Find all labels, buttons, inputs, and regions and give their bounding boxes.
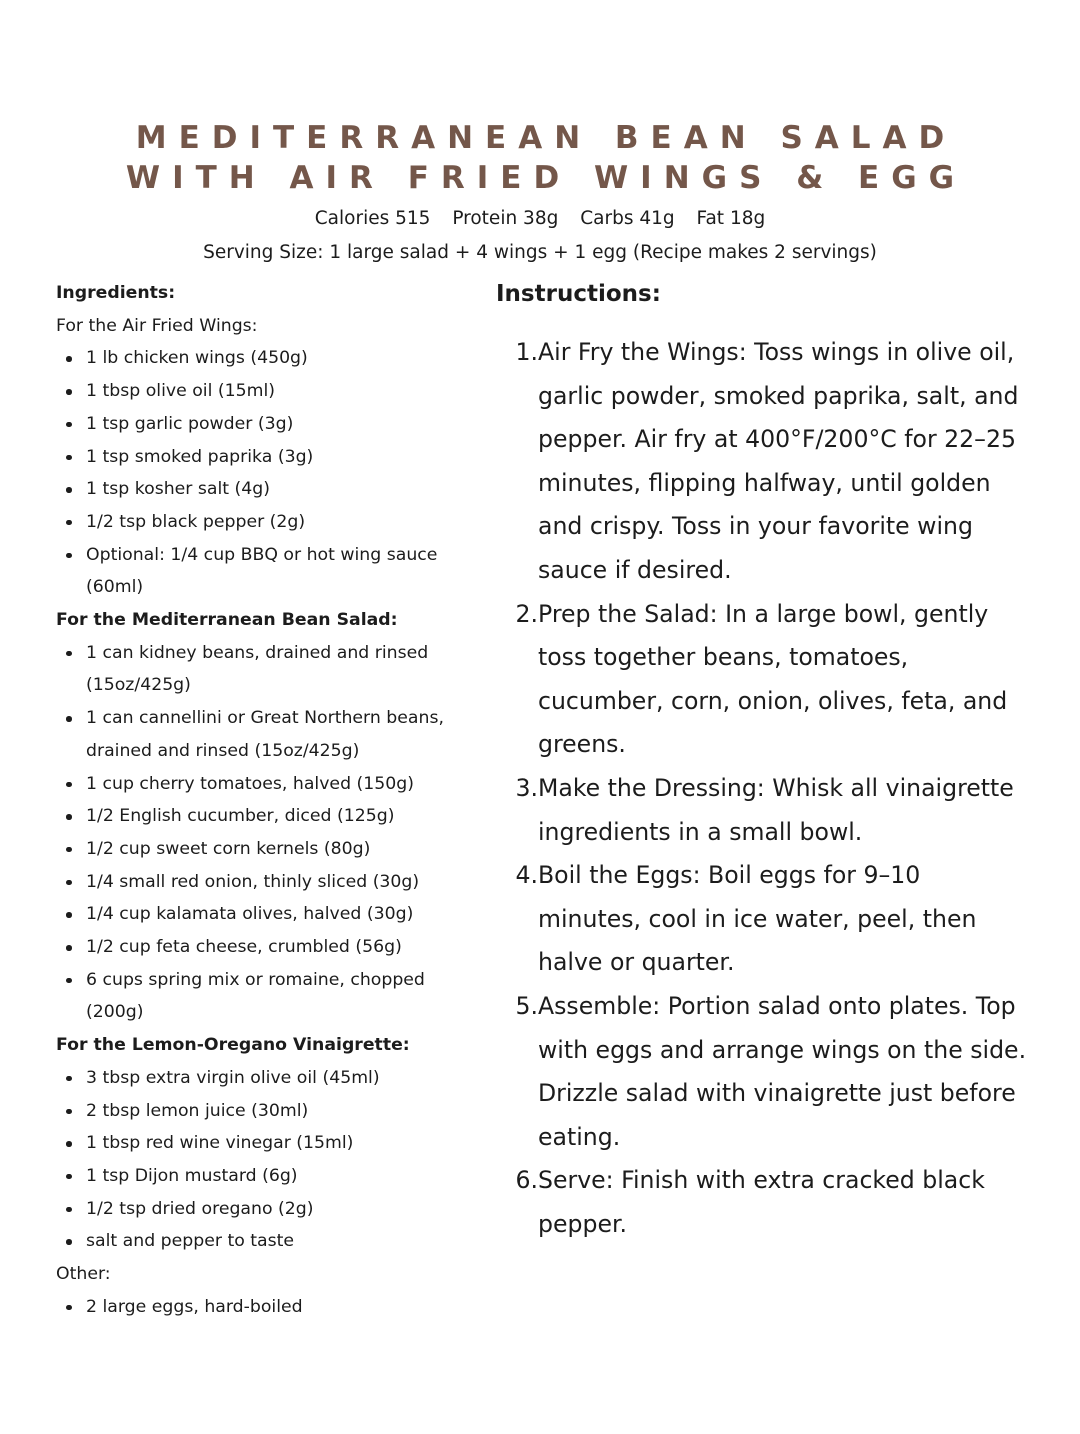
step-text: Serve: Finish with extra cracked black pepper. xyxy=(538,1166,985,1238)
step-text: Assemble: Portion salad onto plates. Top with eggs and arrange wings on the side. Drizzle salad with vinaigrette just before eating. xyxy=(538,991,1027,1151)
step-number: 2. xyxy=(515,599,538,628)
serving-size: Serving Size: 1 large salad + 4 wings + 1 egg (Recipe makes 2 servings) xyxy=(203,242,877,263)
list-item: 1 tsp kosher salt (4g) xyxy=(86,473,476,506)
step-text: Boil the Eggs: Boil eggs for 9–10 minutes, cool in ice water, peel, then halve or quarter. xyxy=(538,861,977,977)
salad-subheading: For the Mediterranean Bean Salad: xyxy=(56,610,398,631)
list-item: 2 large eggs, hard-boiled xyxy=(86,1291,476,1324)
instruction-step xyxy=(510,331,1030,593)
wings-subheading: For the Air Fried Wings: xyxy=(56,315,258,336)
step-number: 4. xyxy=(515,861,538,890)
recipe-title-line2: WITH AIR FRIED WINGS & EGG xyxy=(125,160,967,196)
instructions-list xyxy=(510,331,1030,1246)
recipe-title xyxy=(0,118,1080,198)
instruction-step xyxy=(510,593,1030,767)
step-number: 6. xyxy=(515,1166,538,1195)
carbs-value: Carbs 41g xyxy=(580,208,675,229)
list-item: 1/2 English cucumber, diced (125g) xyxy=(86,800,476,833)
list-item: 1/2 tsp dried oregano (2g) xyxy=(86,1193,476,1226)
instructions-heading: Instructions: xyxy=(496,281,661,307)
step-text: Air Fry the Wings: Toss wings in olive oil, garlic powder, smoked paprika, salt, and pepper. Air fry at 400°F/200°C for 22–25 minutes, flipping halfway, until golden and crispy. Toss in your favorite wing sauce if desired. xyxy=(538,338,1019,584)
other-ingredient-list xyxy=(56,1291,476,1324)
ingredients-heading: Ingredients: xyxy=(56,283,176,303)
list-item: 1/2 cup sweet corn kernels (80g) xyxy=(86,833,476,866)
recipe-title-line1: MEDITERRANEAN BEAN SALAD xyxy=(135,120,957,156)
instruction-step xyxy=(510,854,1030,985)
step-text: Make the Dressing: Whisk all vinaigrette ingredients in a small bowl. xyxy=(538,773,1014,846)
step-number: 3. xyxy=(515,773,538,802)
list-item: 1 lb chicken wings (450g) xyxy=(86,342,476,375)
other-subheading: Other: xyxy=(56,1264,111,1285)
list-item: 1 can cannellini or Great Northern beans, drained and rinsed (15oz/425g) xyxy=(86,702,476,767)
list-item: Optional: 1/4 cup BBQ or hot wing sauce (60ml) xyxy=(86,539,476,604)
salad-ingredient-list xyxy=(56,637,476,1029)
list-item: 1 tbsp olive oil (15ml) xyxy=(86,375,476,408)
step-number: 5. xyxy=(515,991,538,1020)
step-text: Prep the Salad: In a large bowl, gently toss together beans, tomatoes, cucumber, corn, onion, olives, feta, and greens. xyxy=(538,599,1008,759)
ingredients-column xyxy=(56,277,476,1324)
vinaigrette-ingredient-list xyxy=(56,1062,476,1258)
protein-value: Protein 38g xyxy=(452,208,559,229)
step-number: 1. xyxy=(515,338,538,366)
list-item: 1 tsp smoked paprika (3g) xyxy=(86,441,476,474)
list-item: 3 tbsp extra virgin olive oil (45ml) xyxy=(86,1062,476,1095)
calories-value: Calories 515 xyxy=(314,208,431,229)
fat-value: Fat 18g xyxy=(696,208,766,229)
list-item: 1/4 cup kalamata olives, halved (30g) xyxy=(86,898,476,931)
list-item: 2 tbsp lemon juice (30ml) xyxy=(86,1095,476,1128)
list-item: salt and pepper to taste xyxy=(86,1225,476,1258)
list-item: 1 cup cherry tomatoes, halved (150g) xyxy=(86,768,476,801)
list-item: 1/2 tsp black pepper (2g) xyxy=(86,506,476,539)
list-item: 1 tbsp red wine vinegar (15ml) xyxy=(86,1127,476,1160)
list-item: 1 tsp Dijon mustard (6g) xyxy=(86,1160,476,1193)
list-item: 1 can kidney beans, drained and rinsed (15oz/425g) xyxy=(86,637,476,702)
vinaigrette-subheading: For the Lemon-Oregano Vinaigrette: xyxy=(56,1035,410,1056)
list-item: 6 cups spring mix or romaine, chopped (200g) xyxy=(86,964,476,1029)
nutrition-macros xyxy=(0,207,1080,231)
wings-ingredient-list xyxy=(56,342,476,604)
list-item: 1/4 small red onion, thinly sliced (30g) xyxy=(86,866,476,899)
instruction-step xyxy=(510,767,1030,854)
list-item: 1/2 cup feta cheese, crumbled (56g) xyxy=(86,931,476,964)
list-item: 1 tsp garlic powder (3g) xyxy=(86,408,476,441)
instruction-step xyxy=(510,985,1030,1159)
instruction-step xyxy=(510,1159,1030,1246)
